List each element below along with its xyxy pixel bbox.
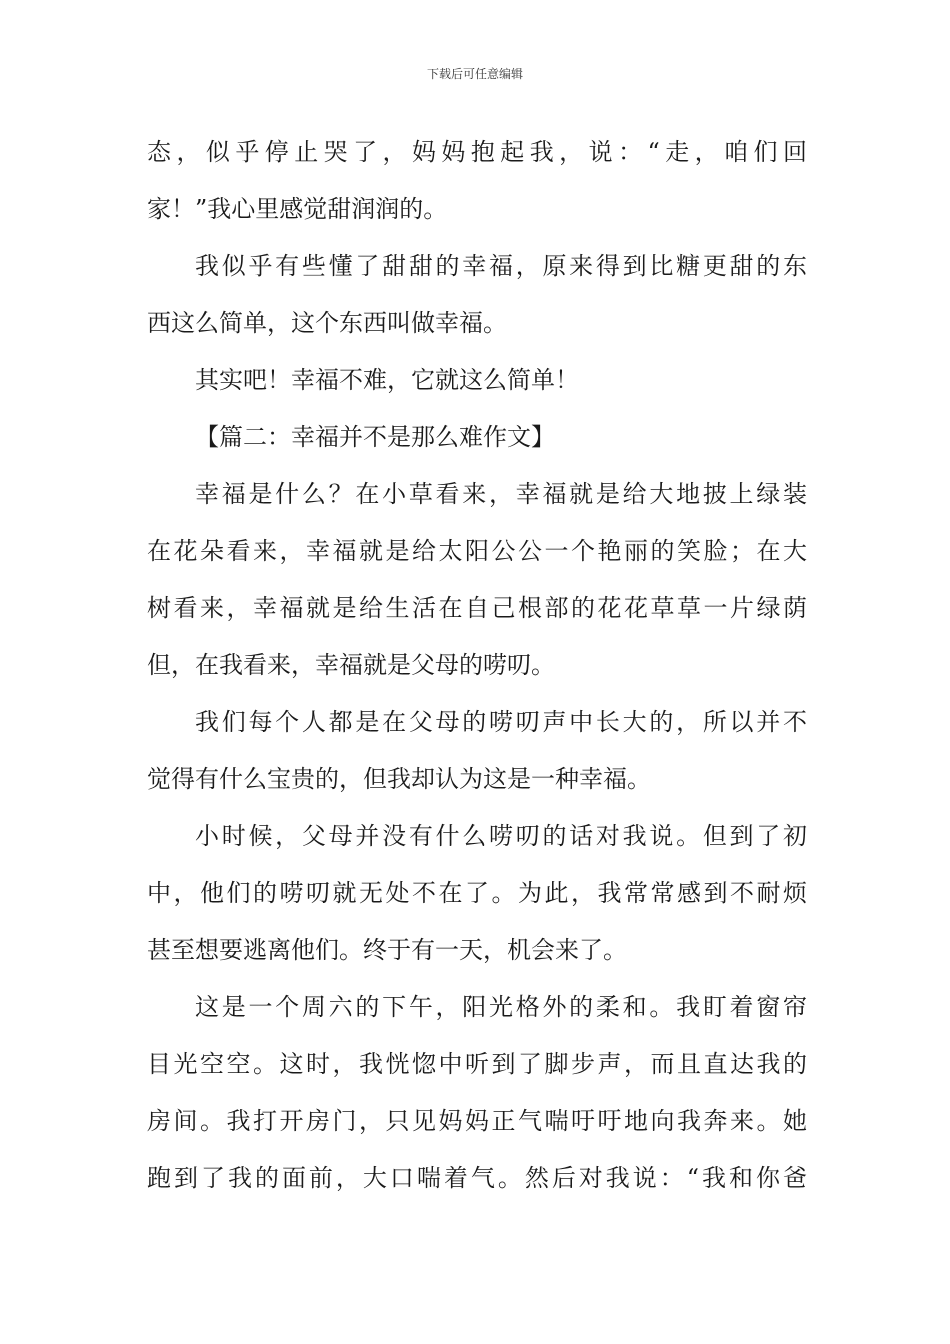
text-line: 房间。我打开房门，只见妈妈正气喘吁吁地向我奔来。她 (147, 1107, 807, 1135)
text-line: 跑到了我的面前，大口喘着气。然后对我说：“我和你爸 (147, 1164, 807, 1192)
paragraph-start-line: 我似乎有些懂了甜甜的幸福，原来得到比糖更甜的东 (195, 252, 807, 280)
section-heading: 【篇二：幸福并不是那么难作文】 (195, 423, 555, 451)
text-line: 家！”我心里感觉甜润润的。 (147, 195, 448, 223)
page-header: 下载后可任意编辑 (426, 67, 523, 81)
text-line: 觉得有什么宝贵的，但我却认为这是一种幸福。 (147, 765, 651, 793)
paragraph-start-line: 我们每个人都是在父母的唠叨声中长大的，所以并不 (195, 708, 807, 736)
text-line: 态，似乎停止哭了，妈妈抱起我，说：“走，咱们回 (147, 138, 807, 166)
paragraph-start-line: 小时候，父母并没有什么唠叨的话对我说。但到了初 (195, 822, 807, 850)
text-line: 甚至想要逃离他们。终于有一天，机会来了。 (147, 936, 627, 964)
paragraph-start-line: 其实吧！幸福不难，它就这么简单！ (195, 366, 579, 394)
text-line: 目光空空。这时，我恍惚中听到了脚步声，而且直达我的 (147, 1050, 807, 1078)
text-line: 在花朵看来，幸福就是给太阳公公一个艳丽的笑脸；在大 (147, 537, 807, 565)
text-line: 西这么简单，这个东西叫做幸福。 (147, 309, 507, 337)
text-line: 但，在我看来，幸福就是父母的唠叨。 (147, 651, 555, 679)
text-line: 中，他们的唠叨就无处不在了。为此，我常常感到不耐烦 (147, 879, 807, 907)
text-line: 树看来，幸福就是给生活在自己根部的花花草草一片绿荫 (147, 594, 807, 622)
document-body (147, 124, 807, 1207)
paragraph-start-line: 幸福是什么？在小草看来，幸福就是给大地披上绿装 (195, 480, 807, 508)
paragraph-start-line: 这是一个周六的下午，阳光格外的柔和。我盯着窗帘 (195, 993, 807, 1021)
